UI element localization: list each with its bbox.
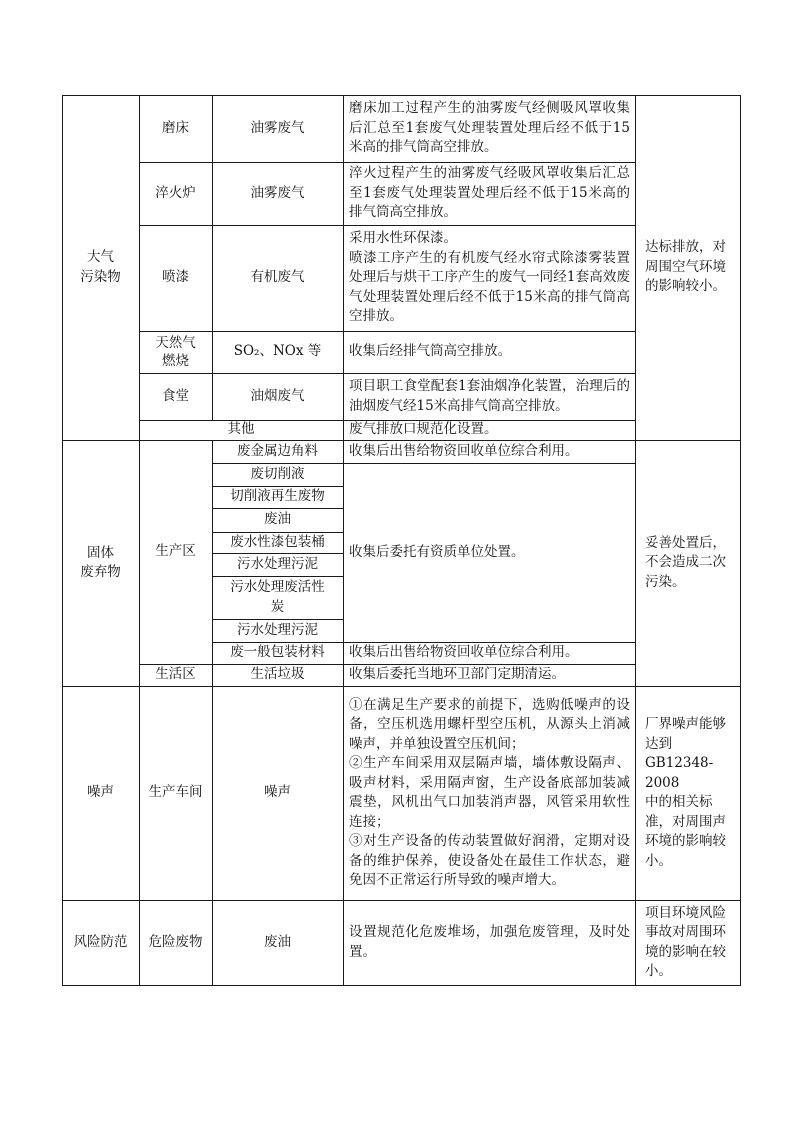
source-production-area: 生产区 — [155, 543, 196, 560]
measure-solid-recycle-2: 收集后出售给物资回收单位综合利用。 — [349, 644, 579, 661]
category-air: 大气 污染物 — [80, 249, 121, 285]
item-sludge-2: 污水处理污泥 — [237, 621, 318, 638]
pollutant-noise: 噪声 — [264, 784, 291, 801]
source-canteen: 食堂 — [162, 387, 189, 404]
measure-domestic-garbage: 收集后委托当地环卫部门定期清运。 — [349, 666, 565, 683]
result-noise: 厂界噪声能够 达到 GB12348-2008 中的相关标 准，对周围声 环境的影响较 小。 — [645, 716, 726, 869]
pollution-control-table — [62, 95, 741, 986]
item-activated-carbon: 污水处理废活性 炭 — [230, 579, 325, 615]
item-packaging: 废一般包装材料 — [230, 644, 325, 661]
category-risk: 风险防范 — [73, 933, 128, 950]
result-air: 达标排放，对 周围空气环境 的影响较小。 — [645, 239, 726, 295]
pollutant-natural-gas: SO₂、NOx 等 — [233, 343, 322, 360]
item-paint-bucket: 废水性漆包装桶 — [230, 533, 325, 550]
pollutant-canteen: 油烟废气 — [250, 387, 305, 404]
measure-solid-licensed: 收集后委托有资质单位处置。 — [349, 543, 525, 560]
table-border-right — [740, 95, 741, 986]
category-noise: 噪声 — [87, 784, 114, 801]
measure-painting: 采用水性环保漆。 喷漆工序产生的有机废气经水帘式除漆雾装置处理后与烘干工序产生的废气一同经1套高效废气处理装置处理后经不低于15米高的排气筒高空排放。 — [349, 230, 630, 325]
noise-measure-3: ③对生产设备的传动装置做好润滑，定期对设备的维护保养，使设备处在最佳工作状态，避免因不正常运行所导致的噪声增大。 — [349, 833, 630, 888]
source-natural-gas: 天然气 燃烧 — [155, 335, 196, 369]
item-waste-cutting-fluid: 废切削液 — [250, 465, 305, 482]
measure-natural-gas: 收集后经排气筒高空排放。 — [349, 343, 511, 360]
source-grinder: 磨床 — [162, 119, 189, 136]
source-quench-furnace: 淬火炉 — [155, 184, 196, 201]
pollutant-painting: 有机废气 — [250, 269, 305, 286]
source-painting: 喷漆 — [162, 269, 189, 286]
source-workshop: 生产车间 — [148, 784, 203, 801]
source-hazardous-waste: 危险废物 — [148, 933, 203, 950]
item-scrap-metal: 废金属边角料 — [237, 442, 318, 459]
measure-quench-furnace: 淬火过程产生的油雾废气经吸风罩收集后汇总至1套废气处理装置处理后经不低于15米高的排气筒高空排放。 — [349, 165, 630, 221]
noise-measure-1: ①在满足生产要求的前提下，选购低噪声的设备，空压机选用螺杆型空压机，从源头上消减噪声，并单独设置空压机间； — [349, 696, 630, 752]
measure-noise — [343, 686, 635, 900]
result-solid-waste: 妥善处置后， 不会造成二次 污染。 — [645, 534, 726, 590]
pollutant-quench-furnace: 油雾废气 — [250, 184, 305, 201]
item-domestic-garbage: 生活垃圾 — [250, 666, 305, 683]
noise-measure-2: ②生产车间采用双层隔声墙，墙体敷设隔声、吸声材料，采用隔声窗，生产设备底部加装减震垫，风机出气口加装消声器，风管采用软性连接； — [349, 755, 630, 830]
item-waste-oil: 废油 — [264, 511, 291, 528]
item-fluid-regen-waste: 切削液再生废物 — [230, 488, 325, 505]
result-risk: 项目环境风险 事故对周围环 境的影响在较 小。 — [645, 904, 726, 979]
pollutant-grinder: 油雾废气 — [250, 119, 305, 136]
item-sludge-1: 污水处理污泥 — [237, 555, 318, 572]
source-living-area: 生活区 — [155, 666, 196, 683]
measure-canteen: 项目职工食堂配套1套油烟净化装置，治理后的油烟废气经15米高排气筒高空排放。 — [349, 378, 630, 414]
table-border-bottom — [62, 985, 741, 986]
measure-other: 废气排放口规范化设置。 — [349, 421, 498, 438]
source-other: 其他 — [227, 421, 255, 438]
measure-solid-recycle-1: 收集后出售给物资回收单位综合利用。 — [349, 442, 579, 459]
measure-grinder: 磨床加工过程产生的油雾废气经侧吸风罩收集后汇总至1套废气处理装置处理后经不低于15米高的排气筒高空排放。 — [349, 100, 630, 156]
pollutant-waste-oil: 废油 — [264, 933, 291, 950]
measure-risk: 设置规范化危废堆场，加强危废管理，及时处置。 — [349, 924, 630, 960]
category-solid-waste: 固体 废弃物 — [80, 544, 121, 580]
